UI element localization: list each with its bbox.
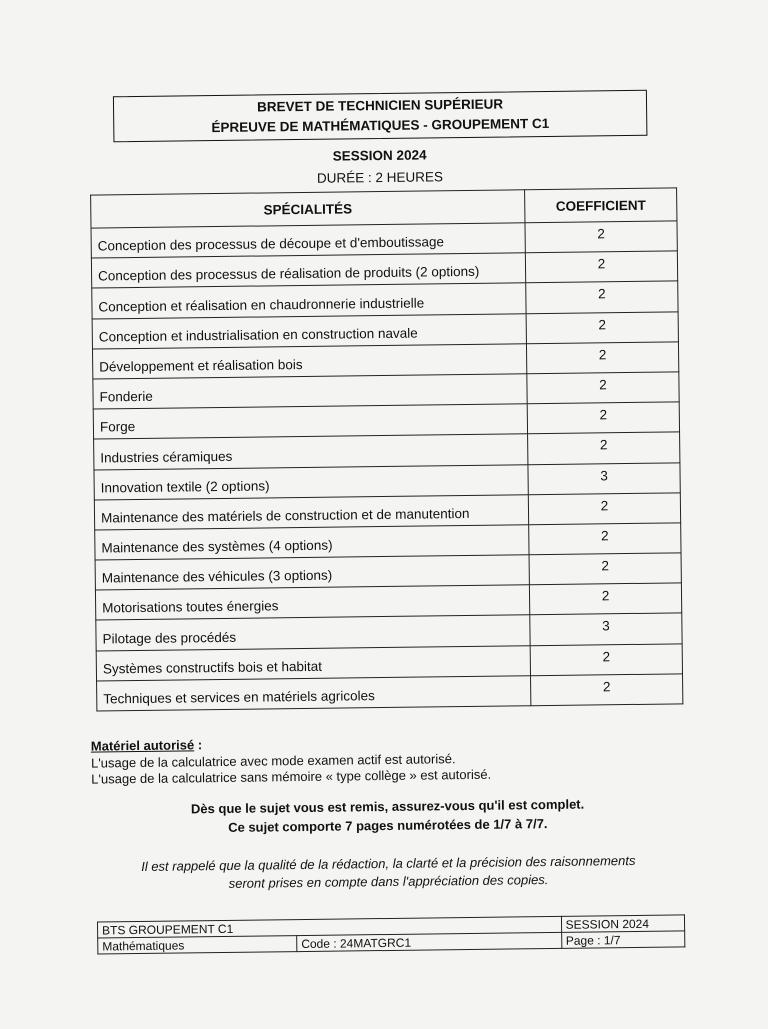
specialties-table	[90, 187, 683, 711]
specialty-name: Industries céramiques	[94, 434, 528, 469]
specialty-coefficient: 2	[526, 281, 678, 313]
allowed-material-section	[91, 734, 491, 788]
footer-page: Page : 1/7	[561, 931, 685, 949]
footer-subject: Mathématiques	[98, 936, 297, 954]
exam-title-line-1: BREVET DE TECHNICIEN SUPÉRIEUR	[256, 96, 504, 115]
specialty-name: Maintenance des véhicules (3 options)	[95, 555, 529, 590]
exam-title-line-2: ÉPREUVE DE MATHÉMATIQUES - GROUPEMENT C1	[211, 115, 550, 136]
reminder-line-1: Il est rappelé que la qualité de la rédaction, la clarté et la précision des raisonnements	[141, 852, 636, 874]
specialty-name: Conception et industrialisation en construction navale	[92, 313, 526, 348]
allowed-material-title: Matériel autorisé	[90, 737, 195, 754]
session-label: SESSION 2024	[332, 147, 427, 164]
reminder-line-2: seront prises en compte dans l'appréciation des copies.	[228, 872, 549, 891]
specialty-name: Conception des processus de réalisation de produits (2 options)	[91, 253, 525, 288]
specialty-name: Motorisations toutes énergies	[95, 585, 529, 620]
specialty-coefficient: 2	[531, 674, 683, 706]
specialty-coefficient: 2	[525, 251, 677, 283]
specialty-name: Pilotage des procédés	[96, 615, 530, 650]
specialty-name: Maintenance des systèmes (4 options)	[95, 525, 529, 560]
specialty-coefficient: 2	[526, 342, 678, 374]
column-header-specialites: SPÉCIALITÉS	[91, 190, 525, 228]
specialty-name: Conception et réalisation en chaudronnerie industrielle	[92, 283, 526, 318]
specialty-name: Forge	[93, 404, 527, 439]
column-header-coefficient: COEFFICIENT	[525, 188, 677, 223]
allowed-material-colon: :	[194, 737, 203, 753]
specialty-name: Conception des processus de découpe et d'emboutissage	[91, 223, 525, 258]
specialties-table-body	[91, 221, 683, 711]
specialty-coefficient: 2	[527, 402, 679, 434]
specialty-name: Maintenance des matériels de construction et de manutention	[94, 494, 528, 529]
completeness-notice	[4, 792, 768, 839]
specialty-coefficient: 2	[528, 493, 680, 525]
specialty-coefficient: 2	[530, 643, 682, 675]
footer-session: SESSION 2024	[561, 915, 685, 933]
specialty-coefficient: 3	[530, 613, 682, 645]
specialty-coefficient: 2	[529, 553, 681, 585]
specialty-coefficient: 2	[526, 311, 678, 343]
specialty-coefficient: 2	[525, 221, 677, 253]
exam-title-box	[113, 90, 648, 143]
specialty-name: Développement et réalisation bois	[92, 343, 526, 378]
specialty-coefficient: 2	[527, 372, 679, 404]
footer-exam: BTS GROUPEMENT C1	[97, 916, 561, 938]
specialty-name: Systèmes constructifs bois et habitat	[96, 645, 530, 680]
specialty-coefficient: 2	[528, 432, 680, 464]
notice-line-2: Ce sujet comporte 7 pages numérotées de 1/7 à 7/7.	[228, 816, 548, 835]
specialty-coefficient: 2	[529, 523, 681, 555]
allowed-material-line-2: L'usage de la calculatrice sans mémoire « type collège » est autorisé.	[91, 766, 492, 787]
specialty-name: Techniques et services en matériels agricoles	[97, 676, 531, 711]
footer-table	[97, 914, 685, 954]
notice-line-1: Dès que le sujet vous est remis, assurez-vous qu'il est complet.	[190, 796, 585, 817]
allowed-material-line-1: L'usage de la calculatrice avec mode examen actif est autorisé.	[90, 750, 456, 771]
specialty-name: Innovation textile (2 options)	[94, 464, 528, 499]
specialty-coefficient: 2	[529, 583, 681, 615]
table-row	[97, 674, 683, 711]
specialty-coefficient: 3	[528, 462, 680, 494]
footer-code: Code : 24MATGRC1	[297, 932, 562, 951]
duration-label: DURÉE : 2 HEURES	[316, 169, 444, 186]
quality-reminder	[4, 850, 768, 895]
specialty-name: Fonderie	[93, 374, 527, 409]
